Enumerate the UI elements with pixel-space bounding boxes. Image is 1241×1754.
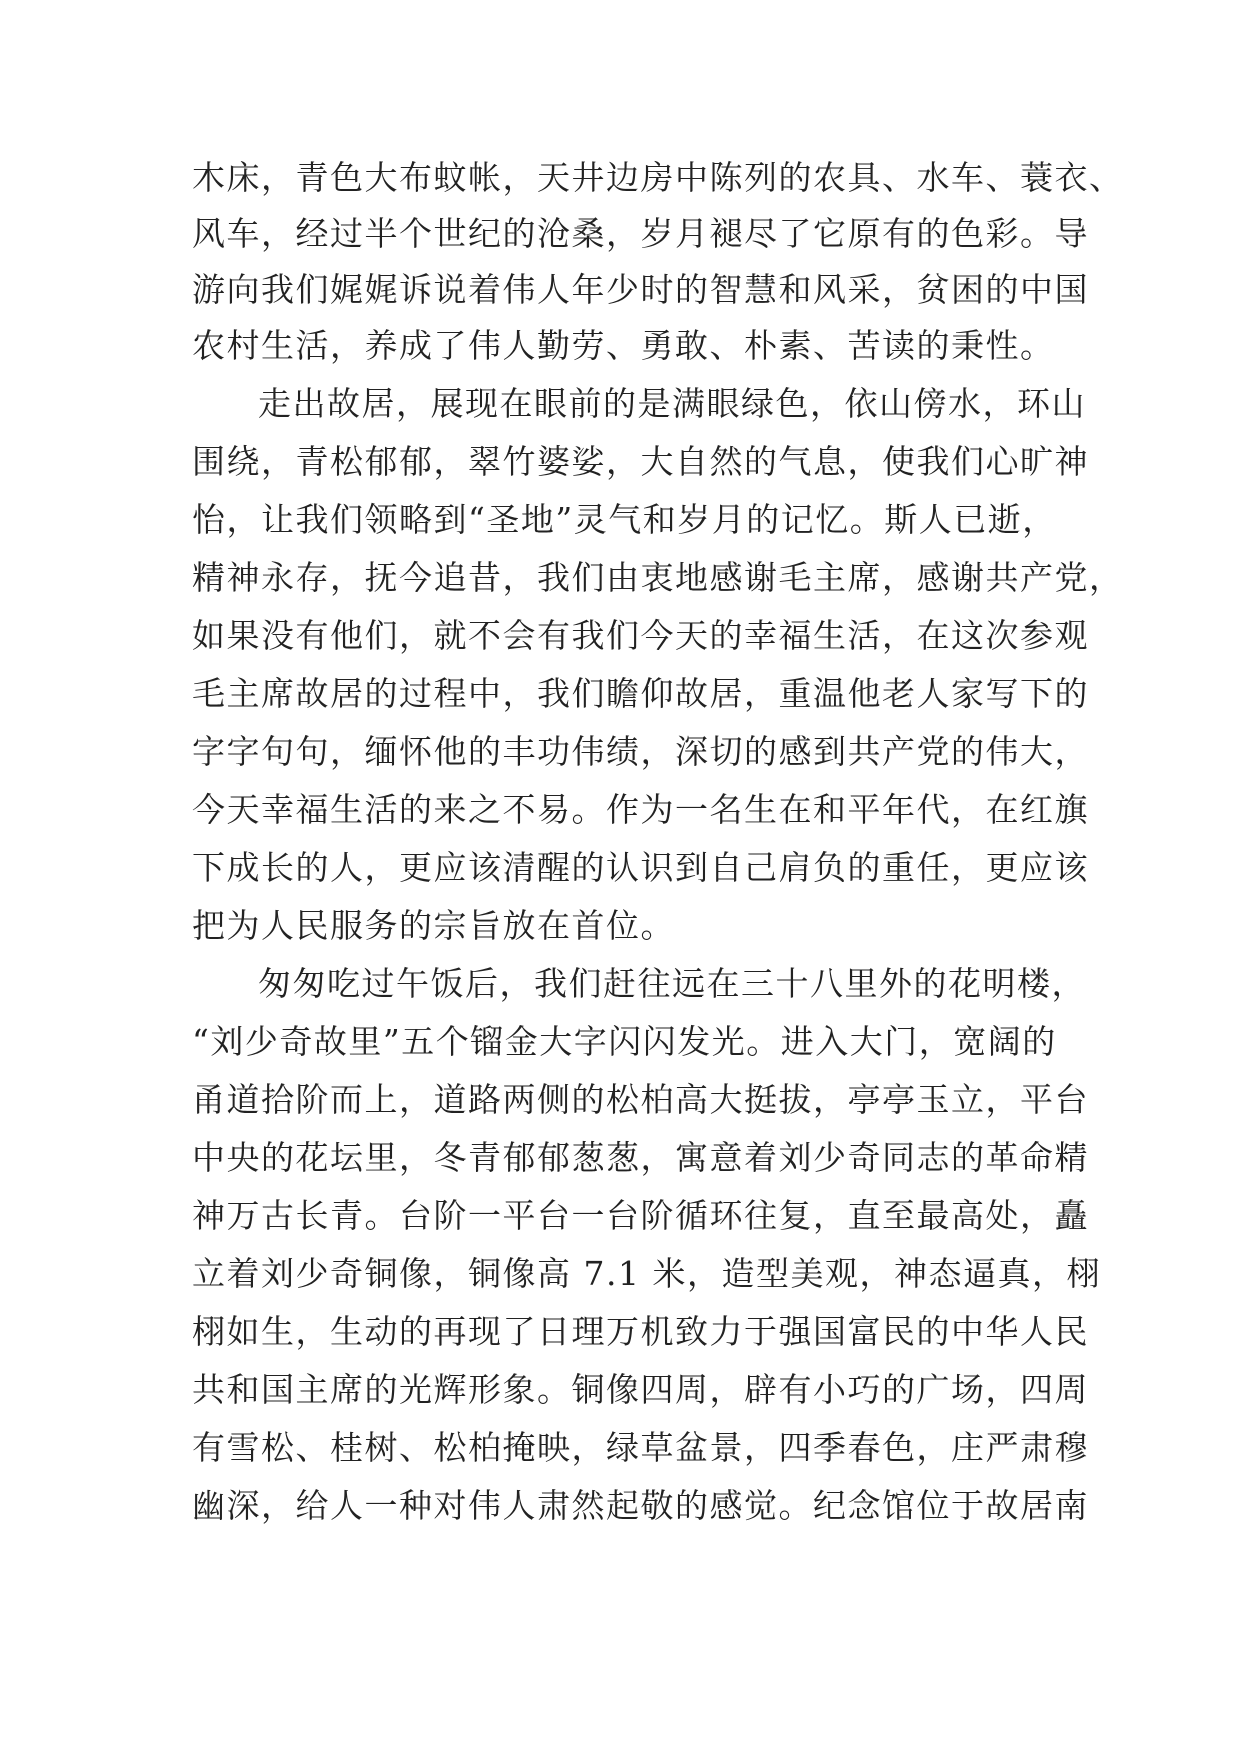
text-line: 今天幸福生活的来之不易。作为一名生在和平年代，在红旗 <box>192 790 1089 829</box>
text-line: 甬道拾阶而上，道路两侧的松柏高大挺拔，亭亭玉立，平台 <box>192 1080 1089 1119</box>
text-line: “刘少奇故里”五个镏金大字闪闪发光。进入大门，宽阔的 <box>192 1022 1057 1061</box>
text-line: 栩如生，生动的再现了日理万机致力于强国富民的中华人民 <box>192 1312 1089 1351</box>
text-line: 神万古长青。台阶一平台一台阶循环往复，直至最高处，矗 <box>192 1196 1089 1235</box>
text-line: 农村生活，养成了伟人勤劳、勇敢、朴素、苦读的秉性。 <box>192 326 1055 365</box>
text-line: 精神永存，抚今追昔，我们由衷地感谢毛主席，感谢共产党， <box>192 558 1124 597</box>
text-line: 共和国主席的光辉形象。铜像四周，辟有小巧的广场，四周 <box>192 1370 1089 1409</box>
paragraph-first-line: 匆匆吃过午饭后，我们赶往远在三十八里外的花明楼， <box>258 964 1086 1003</box>
text-line: 围绕，青松郁郁，翠竹婆娑，大自然的气息，使我们心旷神 <box>192 442 1089 481</box>
paragraph-first-line: 走出故居，展现在眼前的是满眼绿色，依山傍水，环山 <box>258 384 1086 423</box>
text-line: 如果没有他们，就不会有我们今天的幸福生活，在这次参观 <box>192 616 1089 655</box>
text-line: 木床，青色大布蚊帐，天井边房中陈列的农具、水车、蓑衣、 <box>192 158 1124 197</box>
text-line: 下成长的人，更应该清醒的认识到自己肩负的重任，更应该 <box>192 848 1089 887</box>
text-line: 幽深，给人一种对伟人肃然起敬的感觉。纪念馆位于故居南 <box>192 1486 1089 1525</box>
text-line: 把为人民服务的宗旨放在首位。 <box>192 906 675 945</box>
text-line: 怡，让我们领略到“圣地”灵气和岁月的记忆。斯人已逝， <box>192 500 1057 539</box>
text-line: 有雪松、桂树、松柏掩映，绿草盆景，四季春色，庄严肃穆 <box>192 1428 1089 1467</box>
text-line: 字字句句，缅怀他的丰功伟绩，深切的感到共产党的伟大， <box>192 732 1089 771</box>
text-line: 中央的花坛里，冬青郁郁葱葱，寓意着刘少奇同志的革命精 <box>192 1138 1089 1177</box>
text-line: 毛主席故居的过程中，我们瞻仰故居，重温他老人家写下的 <box>192 674 1089 713</box>
text-line: 风车，经过半个世纪的沧桑，岁月褪尽了它原有的色彩。导 <box>192 214 1089 253</box>
text-line: 游向我们娓娓诉说着伟人年少时的智慧和风采，贫困的中国 <box>192 270 1089 309</box>
text-line: 立着刘少奇铜像，铜像高 7.1 米，造型美观，神态逼真，栩 <box>192 1254 1101 1293</box>
